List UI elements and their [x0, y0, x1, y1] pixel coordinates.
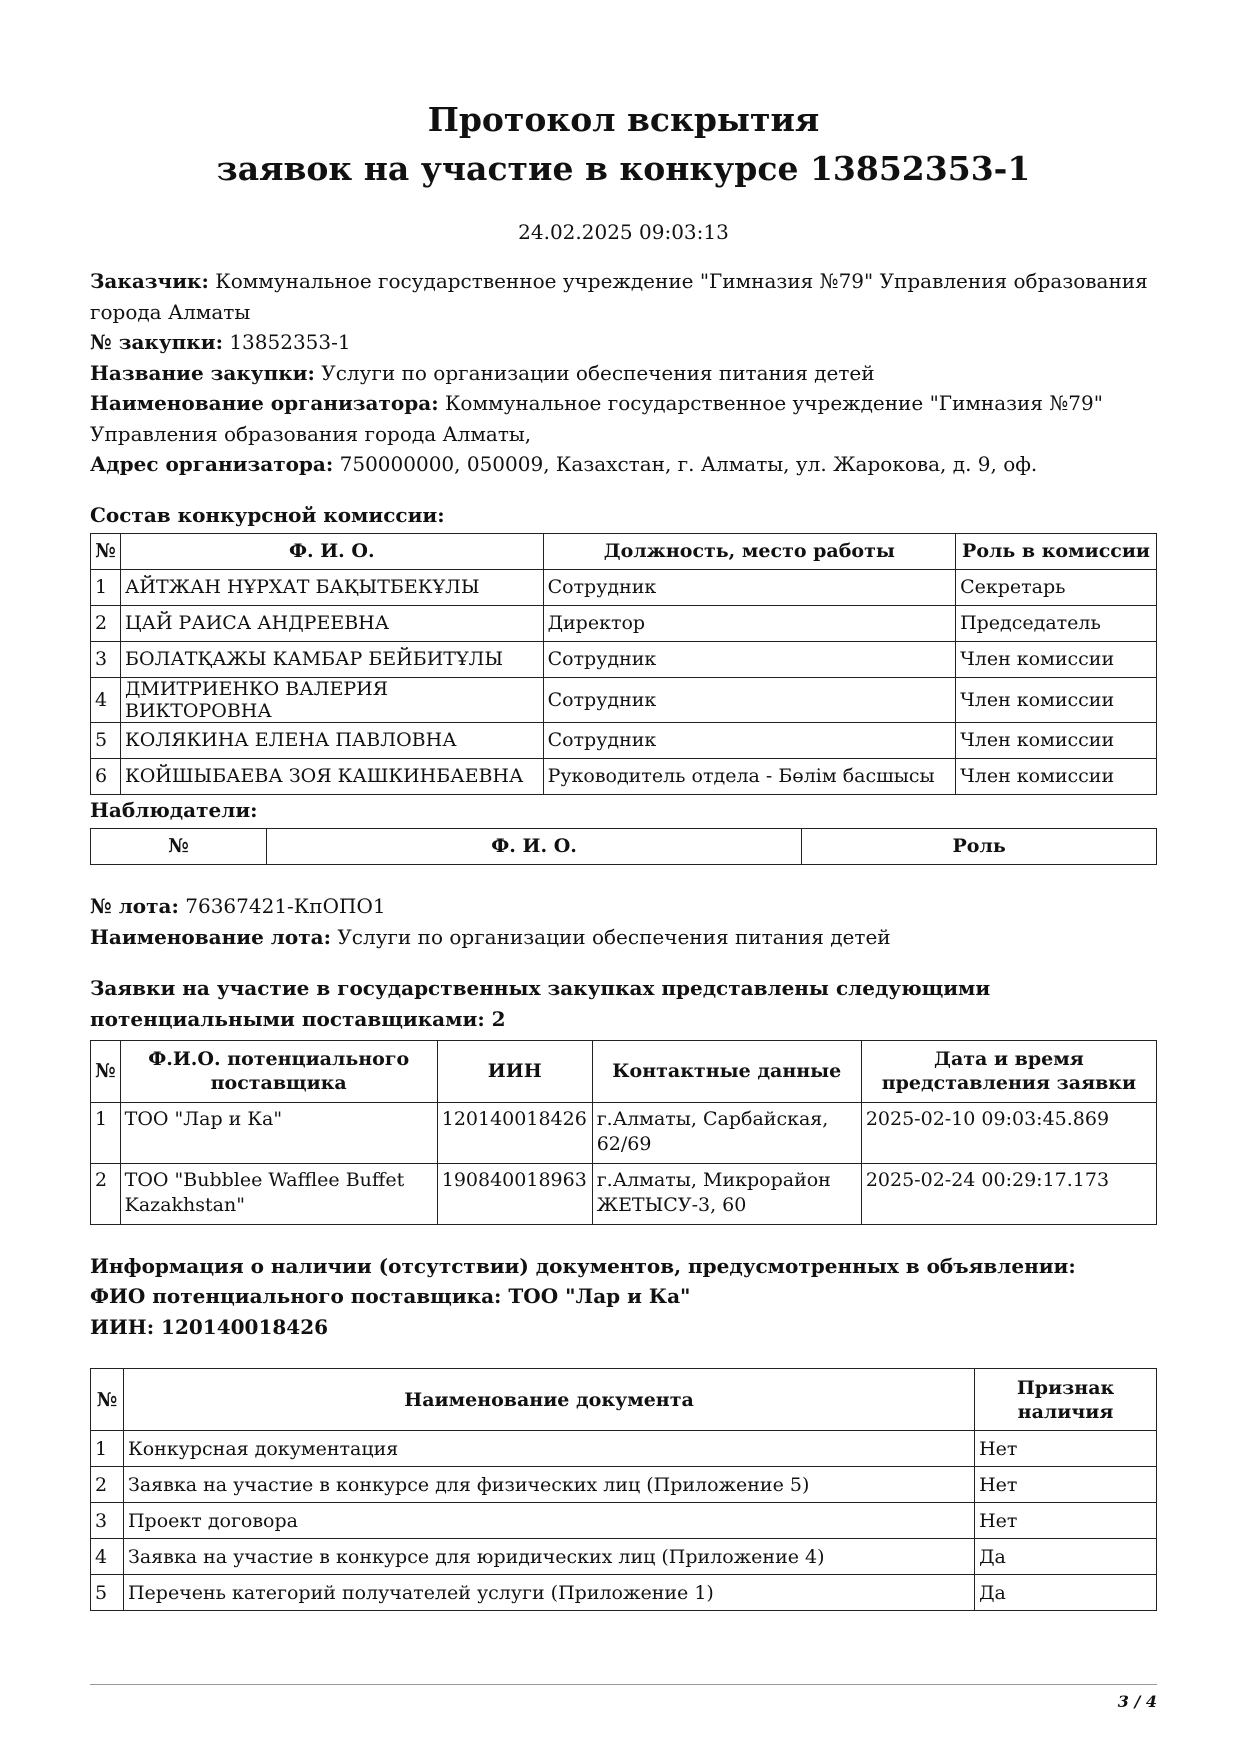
cell: Нет — [975, 1431, 1157, 1467]
cell: Секретарь — [956, 569, 1157, 605]
cell: Сотрудник — [543, 677, 956, 722]
cell: БОЛАТҚАЖЫ КАМБАР БЕЙБИТҰЛЫ — [120, 641, 543, 677]
cell: Директор — [543, 605, 956, 641]
customer-line — [90, 266, 1157, 327]
cell: г.Алматы, Сарбайская, 62/69 — [592, 1102, 861, 1163]
header-cell: Дата и время представления заявки — [861, 1040, 1156, 1102]
documents-title — [90, 1251, 1157, 1343]
table-row — [91, 1467, 1157, 1503]
title-line-2: заявок на участие в конкурсе 13852353-1 — [216, 149, 1031, 188]
procurement-info — [90, 266, 1157, 480]
purchase-number-label: № закупки: — [90, 330, 223, 354]
observers-title: Наблюдатели: — [90, 797, 258, 822]
protocol-datetime: 24.02.2025 09:03:13 — [518, 220, 729, 244]
cell: 4 — [91, 677, 121, 722]
cell: Проект договора — [123, 1503, 974, 1539]
header-cell: Роль в комиссии — [956, 533, 1157, 569]
cell: ТОО "Лар и Ка" — [120, 1102, 437, 1163]
cell: 5 — [91, 722, 121, 758]
cell: 6 — [91, 758, 121, 794]
lot-number-label: № лота: — [90, 893, 179, 918]
cell: АЙТЖАН НҰРХАТ БАҚЫТБЕКҰЛЫ — [120, 569, 543, 605]
lot-number-value: 76367421-КпОПО1 — [185, 893, 386, 918]
header-cell: Ф.И.О. потенциального поставщика — [120, 1040, 437, 1102]
documents-title-line-3: ИИН: 120140018426 — [90, 1314, 329, 1339]
address-line — [90, 449, 1157, 480]
title-line-1: Протокол вскрытия — [427, 100, 820, 139]
table-row — [91, 722, 1157, 758]
cell: Сотрудник — [543, 641, 956, 677]
cell: Член комиссии — [956, 677, 1157, 722]
cell: 3 — [91, 1503, 124, 1539]
table-row — [91, 1503, 1157, 1539]
lot-name-value: Услуги по организации обеспечения питания детей — [337, 924, 891, 949]
lot-name-line — [90, 922, 1157, 953]
applications-table — [90, 1040, 1157, 1225]
commission-title: Состав конкурсной комиссии: — [90, 502, 445, 527]
page-title — [90, 95, 1157, 193]
footer-divider — [90, 1684, 1157, 1685]
applications-title: Заявки на участие в государственных закупках представлены следующими потенциальными поставщиками: 2 — [90, 975, 991, 1031]
cell: 190840018963 — [437, 1163, 592, 1224]
table-row — [91, 1163, 1157, 1224]
customer-value: Коммунальное государственное учреждение "Гимназия №79" Управления образования города Алматы — [90, 269, 1148, 324]
cell: Да — [975, 1575, 1157, 1611]
table-row — [91, 605, 1157, 641]
cell: 1 — [91, 1102, 121, 1163]
cell: Заявка на участие в конкурсе для физических лиц (Приложение 5) — [123, 1467, 974, 1503]
cell: КОЛЯКИНА ЕЛЕНА ПАВЛОВНА — [120, 722, 543, 758]
page-number: 3 / 4 — [1117, 1692, 1157, 1711]
table-row — [91, 758, 1157, 794]
cell: Член комиссии — [956, 641, 1157, 677]
purchase-number-value: 13852353-1 — [229, 330, 351, 354]
header-cell: № — [91, 1040, 121, 1102]
cell: 2 — [91, 1467, 124, 1503]
header-cell: Ф. И. О. — [120, 533, 543, 569]
header-cell: ИИН — [437, 1040, 592, 1102]
cell: Заявка на участие в конкурсе для юридических лиц (Приложение 4) — [123, 1539, 974, 1575]
purchase-name-value: Услуги по организации обеспечения питания детей — [321, 360, 875, 385]
cell: 5 — [91, 1575, 124, 1611]
cell: 1 — [91, 1431, 124, 1467]
header-cell: Роль — [802, 828, 1157, 864]
table-header-row — [91, 533, 1157, 569]
cell: Конкурсная документация — [123, 1431, 974, 1467]
lot-info — [90, 891, 1157, 953]
cell: ТОО "Bubblee Wafflee Buffet Kazakhstan" — [120, 1163, 437, 1224]
header-cell: Ф. И. О. — [266, 828, 801, 864]
cell: г.Алматы, Микрорайон ЖЕТЫСУ-3, 60 — [592, 1163, 861, 1224]
table-row — [91, 641, 1157, 677]
table-header-row — [91, 1369, 1157, 1431]
header-cell: Наименование документа — [123, 1369, 974, 1431]
header-cell: № — [91, 1369, 124, 1431]
cell: 2025-02-24 00:29:17.173 — [861, 1163, 1156, 1224]
organizer-line — [90, 388, 1157, 449]
cell: Сотрудник — [543, 569, 956, 605]
cell: Член комиссии — [956, 722, 1157, 758]
table-row — [91, 1539, 1157, 1575]
header-cell: Должность, место работы — [543, 533, 956, 569]
header-cell: Контактные данные — [592, 1040, 861, 1102]
table-row — [91, 1575, 1157, 1611]
cell: ЦАЙ РАИСА АНДРЕЕВНА — [120, 605, 543, 641]
table-row — [91, 569, 1157, 605]
purchase-number-line — [90, 327, 1157, 358]
cell: 4 — [91, 1539, 124, 1575]
cell: Нет — [975, 1467, 1157, 1503]
documents-table — [90, 1368, 1157, 1611]
organizer-label: Наименование организатора: — [90, 391, 439, 415]
cell: Да — [975, 1539, 1157, 1575]
lot-number-line — [90, 891, 1157, 922]
cell: Председатель — [956, 605, 1157, 641]
address-label: Адрес организатора: — [90, 452, 334, 476]
header-cell: № — [91, 828, 267, 864]
cell: Перечень категорий получателей услуги (Приложение 1) — [123, 1575, 974, 1611]
header-cell: № — [91, 533, 121, 569]
cell: 1 — [91, 569, 121, 605]
table-header-row — [91, 1040, 1157, 1102]
table-header-row — [91, 828, 1157, 864]
lot-name-label: Наименование лота: — [90, 924, 331, 949]
commission-table — [90, 533, 1157, 795]
cell: Нет — [975, 1503, 1157, 1539]
customer-label: Заказчик: — [90, 269, 209, 293]
observers-table — [90, 828, 1157, 865]
cell: 3 — [91, 641, 121, 677]
table-row — [91, 1431, 1157, 1467]
cell: 120140018426 — [437, 1102, 592, 1163]
documents-title-line-2: ФИО потенциального поставщика: ТОО "Лар и Ка" — [90, 1284, 691, 1308]
cell: Руководитель отдела - Бөлім басшысы — [543, 758, 956, 794]
table-row — [91, 677, 1157, 722]
header-cell: Признак наличия — [975, 1369, 1157, 1431]
documents-title-line-1: Информация о наличии (отсутствии) документов, предусмотренных в объявлении: — [90, 1253, 1076, 1278]
document-page — [90, 0, 1157, 1611]
address-value: 750000000, 050009, Казахстан, г. Алматы, ул. Жарокова, д. 9, оф. — [339, 452, 1038, 476]
cell: 2 — [91, 605, 121, 641]
cell: 2025-02-10 09:03:45.869 — [861, 1102, 1156, 1163]
table-row — [91, 1102, 1157, 1163]
purchase-name-line — [90, 358, 1157, 389]
purchase-name-label: Название закупки: — [90, 360, 315, 385]
cell: Сотрудник — [543, 722, 956, 758]
cell: 2 — [91, 1163, 121, 1224]
organizer-value: Коммунальное государственное учреждение "Гимназия №79" Управления образования города Алматы, — [90, 391, 1103, 446]
cell: Член комиссии — [956, 758, 1157, 794]
cell: КОЙШЫБАЕВА ЗОЯ КАШКИНБАЕВНА — [120, 758, 543, 794]
cell: ДМИТРИЕНКО ВАЛЕРИЯ ВИКТОРОВНА — [120, 677, 543, 722]
